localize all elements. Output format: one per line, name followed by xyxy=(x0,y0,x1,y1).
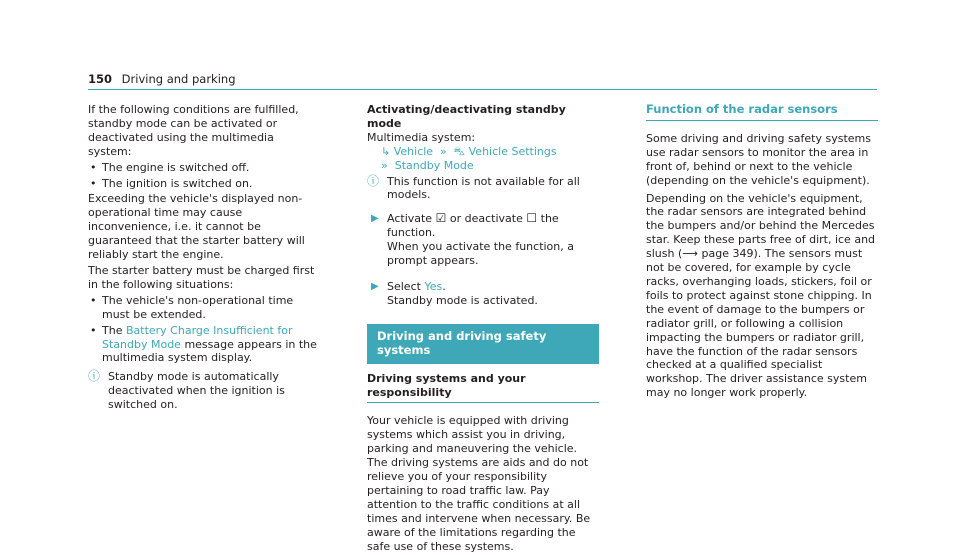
step-select: ▶ Select Yes. Standby mode is activated. xyxy=(371,279,538,307)
nav-path-2 xyxy=(367,159,599,173)
display-message-link[interactable]: Battery Charge Insufficient for Standby Mode xyxy=(102,323,293,351)
section-heading: Activating/deactivating standby mode xyxy=(367,103,566,130)
subsection-heading: Driving systems and your responsibility xyxy=(367,372,599,404)
intro-text: If the following conditions are fulfilled, standby mode can be activated or deactivated using the multimedia system: xyxy=(88,103,299,158)
unchecked-box-icon[interactable]: ☐ xyxy=(526,211,538,226)
info-note: ⓘ Standby mode is automatically deactivated when the ignition is switched on. xyxy=(88,369,285,412)
car-settings-icon: ⛍ xyxy=(453,144,466,158)
list-item: • The vehicle's non-operational time must be extended. xyxy=(88,294,320,322)
column-1 xyxy=(88,103,320,412)
step-activate: ▶ Activate ☑ or deactivate ☐ the function. When you activate the function, a prompt appears. xyxy=(371,211,574,268)
list-item: • The engine is switched off. xyxy=(88,161,320,175)
condition-list xyxy=(88,161,320,191)
page-section-title: Driving and parking xyxy=(121,72,236,86)
page-ref-arrow-icon: ⟶ xyxy=(682,247,699,261)
page-reference[interactable]: page 349 xyxy=(701,247,754,261)
column-2 xyxy=(367,103,599,555)
page-header xyxy=(88,72,236,86)
yes-option[interactable]: Yes xyxy=(424,279,443,293)
nav-vehicle[interactable]: Vehicle xyxy=(393,144,434,158)
warning-text: Exceeding the vehicle's displayed non-operational time may cause inconvenience, i.e. it cannot be guaranteed that the starter battery will reliably start the engine. xyxy=(88,192,305,262)
info-note: ⓘ This function is not available for all models. xyxy=(367,173,580,202)
battery-text: The starter battery must be charged first in the following situations: xyxy=(88,263,315,291)
nav-vehicle-settings[interactable]: Vehicle Settings xyxy=(468,144,557,158)
responsibility-text: Your vehicle is equipped with driving systems which assist you in driving, parking and maneuvering the vehicle. The driving systems are aids and do not relieve you of your responsibility pertaining to road traffic law. Pay attention to the traffic conditions at all times and intervene when necessary. Be aware of the limitations regarding the safe use of these systems. xyxy=(367,414,591,553)
double-chevron-icon: » xyxy=(381,158,392,172)
info-icon: ⓘ xyxy=(367,173,380,188)
list-item: • The Battery Charge Insufficient for Standby Mode message appears in the multimedia system display. xyxy=(88,324,320,366)
radar-intro: Some driving and driving safety systems use radar sensors to monitor the area in front of, behind or next to the vehicle (depending on the vehicle's equipment). xyxy=(646,131,871,187)
nav-path xyxy=(367,145,599,159)
situation-list xyxy=(88,294,320,366)
multimedia-label: Multimedia system: xyxy=(367,130,476,144)
nav-standby-mode[interactable]: Standby Mode xyxy=(394,158,474,172)
page-number: 150 xyxy=(88,72,113,86)
return-arrow-icon: ↳ xyxy=(381,144,391,158)
checked-box-icon[interactable]: ☑ xyxy=(435,211,447,226)
info-icon: ⓘ xyxy=(88,369,101,384)
action-arrow-icon: ▶ xyxy=(371,280,379,292)
section-banner: Driving and driving safety systems xyxy=(367,324,599,364)
column-3 xyxy=(646,103,878,402)
radar-details: Depending on the vehicle's equipment, the radar sensors are integrated behind the bumpers and/or behind the Mercedes star. Keep these parts free of dirt, ice and slush (⟶ page 349). The sensors must not be covered, for example by cycle racks, overhanging loads, stickers, foil or foils to protect against stone chipping. In the event of damage to the bumpers or radiator grill, or following a collision impacting the bumpers or radiator grill, have the function of the radar sensors checked at a qualified specialist workshop. The driver assistance system may no longer work properly. xyxy=(646,191,876,400)
double-chevron-icon: » xyxy=(436,144,451,158)
header-rule xyxy=(88,89,877,90)
radar-heading: Function of the radar sensors xyxy=(646,103,878,121)
list-item: • The ignition is switched on. xyxy=(88,177,320,191)
action-arrow-icon: ▶ xyxy=(371,213,379,225)
